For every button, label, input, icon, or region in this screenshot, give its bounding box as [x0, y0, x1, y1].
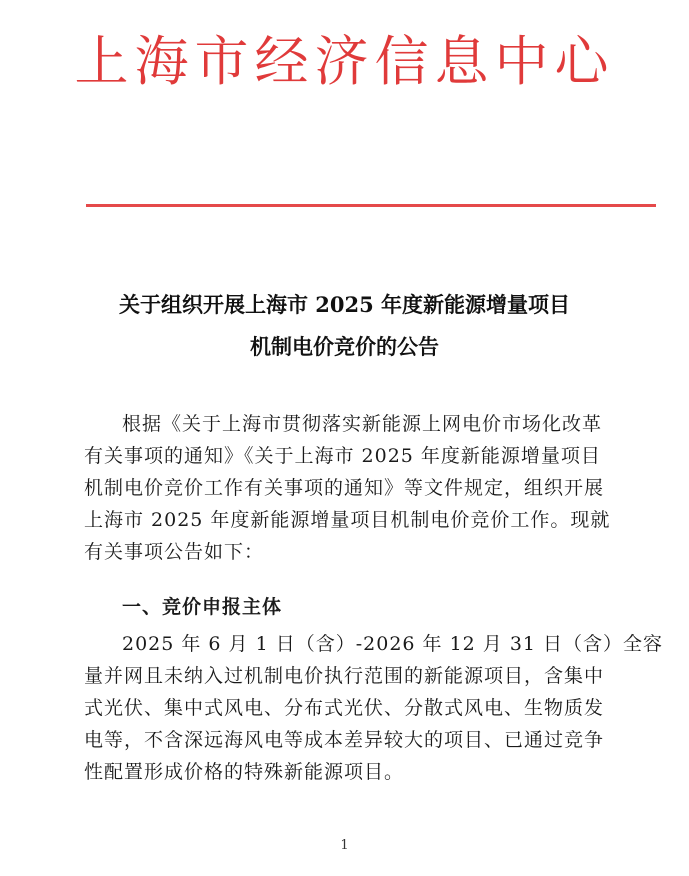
- section1-line: 式光伏、集中式风电、分布式光伏、分散式风电、生物质发: [84, 697, 605, 719]
- intro-paragraph: [84, 408, 644, 568]
- document-title-line-2: 机制电价竞价的公告: [250, 334, 439, 359]
- intro-line: 机制电价竞价工作有关事项的通知》等文件规定，组织开展: [84, 477, 605, 499]
- intro-line: 根据《关于上海市贯彻落实新能源上网电价市场化改革: [122, 413, 603, 435]
- page-number: 1: [340, 838, 349, 853]
- intro-line: 上海市 2025 年度新能源增量项目机制电价竞价工作。现就: [84, 509, 611, 531]
- section1-line: 性配置形成价格的特殊新能源项目。: [84, 761, 405, 783]
- masthead-org-name: 上海市经济信息中心: [74, 30, 615, 93]
- section-heading-bidding-subject: 一、竞价申报主体: [122, 596, 283, 618]
- section1-paragraph: [84, 628, 664, 788]
- document-title-line-1: 关于组织开展上海市 2025 年度新能源增量项目: [118, 292, 571, 317]
- intro-line: 有关事项公告如下：: [84, 541, 265, 563]
- intro-line: 有关事项的通知》《关于上海市 2025 年度新能源增量项目: [84, 445, 601, 467]
- section1-line: 电等，不含深远海风电等成本差异较大的项目、已通过竞争: [84, 729, 605, 751]
- masthead-red-rule: [86, 204, 656, 207]
- section1-line: 2025 年 6 月 1 日（含）-2026 年 12 月 31 日（含）全容: [122, 633, 664, 655]
- section1-line: 量并网且未纳入过机制电价执行范围的新能源项目，含集中: [84, 665, 605, 687]
